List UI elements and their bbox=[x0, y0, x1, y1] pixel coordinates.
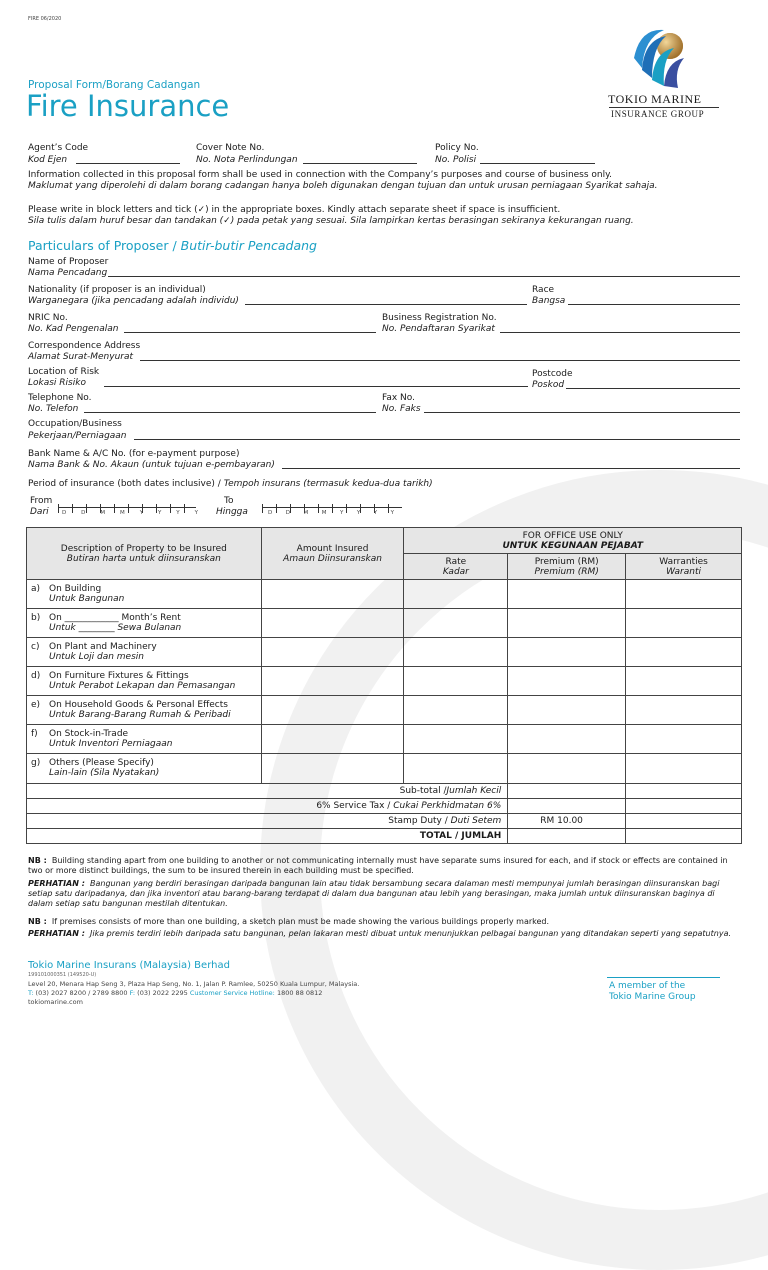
occupation-field[interactable] bbox=[134, 439, 740, 440]
location-label-my: Lokasi Risiko bbox=[28, 378, 86, 388]
form-title: Fire Insurance bbox=[26, 89, 230, 123]
to-date-boxes[interactable] bbox=[262, 498, 402, 508]
warranty-cell[interactable] bbox=[626, 754, 742, 784]
total-cell[interactable] bbox=[508, 829, 626, 844]
intro-text: Information collected in this proposal form shall be used in connection with the Company’s purposes and course of business only. bbox=[28, 170, 613, 180]
warranty-cell[interactable] bbox=[626, 609, 742, 638]
race-label-my: Bangsa bbox=[532, 296, 566, 306]
bank-label-my: Nama Bank & No. Akaun (untuk tujuan e-pembayaran) bbox=[28, 460, 275, 470]
business-reg-label-my: No. Pendaftaran Syarikat bbox=[382, 324, 495, 334]
subtotal-cell[interactable] bbox=[508, 784, 626, 799]
company-website[interactable]: tokiomarine.com bbox=[28, 998, 83, 1006]
agent-code-field[interactable] bbox=[76, 163, 180, 164]
premium-cell[interactable] bbox=[508, 580, 626, 609]
policy-no-field[interactable] bbox=[480, 163, 595, 164]
table-row: e) On Household Goods & Personal Effects Untuk Barang-Barang Rumah & Peribadi bbox=[27, 696, 742, 725]
instructions-text-my: Sila tulis dalam huruf besar dan tandakan (✓) pada petak yang sesuai. Sila lampirkan kertas berasingan sekiranya kekurangan ruang. bbox=[28, 216, 634, 226]
table-row: b) On ____________ Month’s Rent Untuk ________ Sewa Bulanan bbox=[27, 609, 742, 638]
rate-cell[interactable] bbox=[404, 754, 508, 784]
agent-code-label: Agent’s Code bbox=[28, 143, 89, 153]
address-label: Correspondence Address bbox=[28, 341, 141, 351]
rate-cell[interactable] bbox=[404, 667, 508, 696]
premium-cell[interactable] bbox=[508, 696, 626, 725]
bank-field[interactable] bbox=[282, 468, 740, 469]
postcode-field[interactable] bbox=[566, 388, 740, 389]
form-subtitle: Proposal Form/Borang Cadangan bbox=[28, 79, 201, 91]
table-row: d) On Furniture Fixtures & Fittings Untuk Perabot Lekapan dan Pemasangan bbox=[27, 667, 742, 696]
warranty-cell[interactable] bbox=[626, 667, 742, 696]
amount-cell[interactable] bbox=[261, 754, 404, 784]
telephone-label: Telephone No. bbox=[28, 393, 92, 403]
company-contact: T: (03) 2027 8200 / 2789 8800 F: (03) 2022 2295 Customer Service Hotline: 1800 88 0812 bbox=[28, 989, 323, 997]
bank-label: Bank Name & A/C No. (for e-payment purpose) bbox=[28, 449, 240, 459]
rate-cell[interactable] bbox=[404, 580, 508, 609]
location-label: Location of Risk bbox=[28, 367, 100, 377]
rate-cell[interactable] bbox=[404, 638, 508, 667]
from-label-my: Dari bbox=[30, 507, 49, 517]
warranty-cell[interactable] bbox=[626, 725, 742, 754]
note-sketch-plan: NB : If premises consists of more than one building, a sketch plan must be made showing the various buildings properly marked. bbox=[28, 917, 550, 926]
nric-label-my: No. Kad Pengenalan bbox=[28, 324, 119, 334]
business-reg-label: Business Registration No. bbox=[382, 313, 497, 323]
rate-cell[interactable] bbox=[404, 725, 508, 754]
form-code: FIRE 06/2020 bbox=[28, 16, 62, 22]
subtotal-label: Sub-total /Jumlah Kecil bbox=[27, 784, 508, 799]
policy-no-label-my: No. Polisi bbox=[435, 155, 477, 165]
intro-text-my: Maklumat yang diperolehi di dalam borang cadangan hanya boleh digunakan dengan tujuan dan untuk urusan perniagaan Syarikat sahaja. bbox=[28, 181, 658, 191]
amount-cell[interactable] bbox=[261, 725, 404, 754]
table-row: f) On Stock-in-Trade Untuk Inventori Perniagaan bbox=[27, 725, 742, 754]
premium-cell[interactable] bbox=[508, 609, 626, 638]
location-field[interactable] bbox=[104, 386, 528, 387]
nationality-label: Nationality (if proposer is an individual) bbox=[28, 285, 206, 295]
nationality-label-my: Warganegara (jika pencadang adalah individu) bbox=[28, 296, 239, 306]
amount-cell[interactable] bbox=[261, 609, 404, 638]
premium-cell[interactable] bbox=[508, 725, 626, 754]
table-row: c) On Plant and Machinery Untuk Loji dan mesin bbox=[27, 638, 742, 667]
policy-no-label: Policy No. bbox=[435, 143, 479, 153]
business-reg-field[interactable] bbox=[500, 332, 740, 333]
to-label: To bbox=[224, 496, 234, 506]
note-sketch-plan-my: PERHATIAN : Jika premis terdiri lebih daripada satu bangunan, pelan lakaran mesti dibuat untuk menunjukkan pelbagai bangunan yang ditandakan seperti yang sepatutnya. bbox=[28, 929, 732, 938]
premium-cell[interactable] bbox=[508, 638, 626, 667]
fax-label-my: No. Faks bbox=[382, 404, 421, 414]
member-line1: A member of the bbox=[609, 981, 686, 991]
from-date-boxes[interactable] bbox=[58, 498, 196, 508]
fax-field[interactable] bbox=[424, 412, 740, 413]
to-label-my: Hingga bbox=[216, 507, 248, 517]
name-label: Name of Proposer bbox=[28, 257, 109, 267]
service-tax-label: 6% Service Tax / Cukai Perkhidmatan 6% bbox=[27, 799, 508, 814]
warranty-cell[interactable] bbox=[626, 638, 742, 667]
stamp-duty-label: Stamp Duty / Duti Setem bbox=[27, 814, 508, 829]
to-date-format: D D M M Y Y Y Y bbox=[268, 510, 394, 516]
nationality-field[interactable] bbox=[245, 304, 527, 305]
telephone-label-my: No. Telefon bbox=[28, 404, 79, 414]
race-field[interactable] bbox=[568, 304, 740, 305]
brand-group: INSURANCE GROUP bbox=[611, 109, 705, 119]
property-table bbox=[26, 527, 742, 844]
table-row: g) Others (Please Specify) Lain-lain (Sila Nyatakan) bbox=[27, 754, 742, 784]
tokio-marine-logo-icon bbox=[630, 24, 692, 90]
agent-code-label-my: Kod Ejen bbox=[28, 155, 68, 165]
warranty-cell[interactable] bbox=[626, 696, 742, 725]
name-label-my: Nama Pencadang bbox=[28, 268, 108, 278]
premium-cell[interactable] bbox=[508, 667, 626, 696]
service-tax-cell[interactable] bbox=[508, 799, 626, 814]
nric-label: NRIC No. bbox=[28, 313, 68, 323]
premium-cell[interactable] bbox=[508, 754, 626, 784]
brand-name: TOKIO MARINE bbox=[608, 92, 702, 106]
rate-header: Rate Kadar bbox=[404, 554, 508, 580]
cover-note-field[interactable] bbox=[303, 163, 417, 164]
amount-cell[interactable] bbox=[261, 638, 404, 667]
company-reg: 199101000351 (149520-U) bbox=[28, 972, 97, 978]
warranty-cell[interactable] bbox=[626, 580, 742, 609]
amount-cell[interactable] bbox=[261, 696, 404, 725]
company-name: Tokio Marine Insurans (Malaysia) Berhad bbox=[28, 960, 230, 971]
from-date-format: D D M M Y Y Y Y bbox=[62, 510, 198, 516]
member-line2: Tokio Marine Group bbox=[609, 992, 696, 1002]
section-title: Particulars of Proposer / Butir-butir Pencadang bbox=[28, 238, 317, 253]
amount-header: Amount Insured Amaun Diinsuranskan bbox=[261, 528, 404, 580]
total-label: TOTAL / JUMLAH bbox=[27, 829, 508, 844]
race-label: Race bbox=[532, 285, 555, 295]
note-separate-buildings-my: PERHATIAN : Bangunan yang berdiri berasingan daripada bangunan lain atau tidak bersambung secara dalaman mesti mempunyai jumlah berasingan diinsuranskan bagi setiap satu daripadanya, dan jika inventori atau barang-barang terdapat di dalam dua bangunan atau lebih yang berasingan, maka jumlah untuk diinsuranskan baginya di dalam setiap satu bangunan mestilah ditentukan. bbox=[28, 879, 720, 908]
postcode-label: Postcode bbox=[532, 369, 573, 379]
name-field[interactable] bbox=[108, 276, 740, 277]
rate-cell[interactable] bbox=[404, 609, 508, 638]
nric-field[interactable] bbox=[124, 332, 376, 333]
postcode-label-my: Poskod bbox=[532, 380, 565, 390]
telephone-field[interactable] bbox=[84, 412, 376, 413]
warranties-header: Warranties Waranti bbox=[626, 554, 742, 580]
table-row: a) On Building Untuk Bangunan bbox=[27, 580, 742, 609]
premium-header: Premium (RM) Premium (RM) bbox=[508, 554, 626, 580]
occupation-label: Occupation/Business bbox=[28, 419, 122, 429]
occupation-label-my: Pekerjaan/Perniagaan bbox=[28, 431, 127, 441]
address-field[interactable] bbox=[140, 360, 740, 361]
rate-cell[interactable] bbox=[404, 696, 508, 725]
from-label: From bbox=[30, 496, 53, 506]
amount-cell[interactable] bbox=[261, 580, 404, 609]
cover-note-label: Cover Note No. bbox=[196, 143, 265, 153]
description-header: Description of Property to be Insured Butiran harta untuk diinsuranskan bbox=[27, 528, 262, 580]
address-label-my: Alamat Surat-Menyurat bbox=[28, 352, 134, 362]
period-label: Period of insurance (both dates inclusive) / Tempoh insurans (termasuk kedua-dua tarikh) bbox=[28, 479, 433, 489]
note-separate-buildings: NB : Building standing apart from one building to another or not communicating internally must have separate sums insured for each, and if stock or effects are contained in two or more distinct buildings, the sum to be insured therein in each building must be specified. bbox=[28, 856, 728, 875]
stamp-duty-value: RM 10.00 bbox=[508, 814, 626, 829]
company-address: Level 20, Menara Hap Seng 3, Plaza Hap Seng, No. 1, Jalan P. Ramlee, 50250 Kuala Lumpur, Malaysia. bbox=[28, 980, 360, 988]
cover-note-label-my: No. Nota Perlindungan bbox=[196, 155, 298, 165]
amount-cell[interactable] bbox=[261, 667, 404, 696]
fax-label: Fax No. bbox=[382, 393, 415, 403]
instructions-text: Please write in block letters and tick (✓) in the appropriate boxes. Kindly attach separate sheet if space is insufficient. bbox=[28, 205, 561, 215]
office-use-header: FOR OFFICE USE ONLY UNTUK KEGUNAAN PEJABAT bbox=[404, 528, 742, 554]
